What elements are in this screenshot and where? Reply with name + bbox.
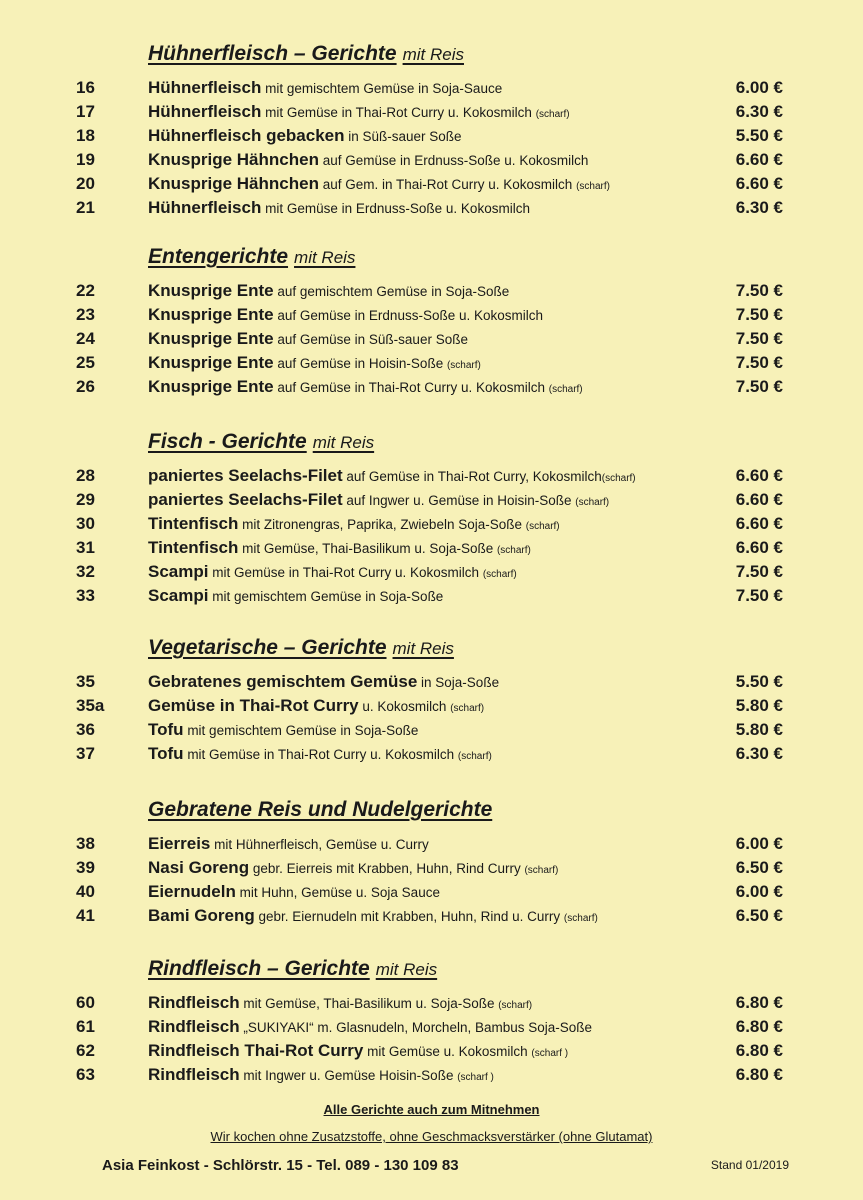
item-number: 62 <box>76 1041 95 1060</box>
item-price: 7.50 € <box>735 562 783 581</box>
item-name: Gemüse in Thai-Rot Curry <box>148 696 359 715</box>
item-price: 7.50 € <box>735 377 783 396</box>
item-number: 31 <box>76 538 95 557</box>
item-description <box>148 538 531 558</box>
item-name: Hühnerfleisch gebacken <box>148 126 345 145</box>
menu-item <box>0 490 863 514</box>
menu-item <box>0 993 863 1017</box>
menu-item <box>0 150 863 174</box>
item-details: auf Gemüse in Erdnuss-Soße u. Kokosmilch <box>318 153 589 168</box>
item-number: 29 <box>76 490 95 509</box>
spicy-label: (scharf) <box>482 569 517 580</box>
item-description <box>148 305 543 325</box>
item-number: 39 <box>76 858 95 877</box>
item-name: Rindfleisch <box>148 1017 240 1036</box>
item-price: 6.00 € <box>735 882 783 901</box>
item-description <box>148 1017 592 1037</box>
item-details: mit Ingwer u. Gemüse Hoisin-Soße <box>239 1068 458 1083</box>
item-details: auf Gemüse in Erdnuss-Soße u. Kokosmilch <box>273 308 543 323</box>
item-price: 6.80 € <box>735 993 783 1012</box>
item-number: 17 <box>76 102 95 121</box>
item-price: 5.80 € <box>735 696 783 715</box>
item-number: 61 <box>76 1017 95 1036</box>
spicy-label: (scharf) <box>601 473 636 484</box>
item-price: 6.60 € <box>735 150 783 169</box>
item-description <box>148 696 484 716</box>
item-name: paniertes Seelachs-Filet <box>148 466 343 485</box>
item-price: 6.60 € <box>735 538 783 557</box>
item-price: 5.50 € <box>735 126 783 145</box>
item-name: Knusprige Ente <box>148 329 274 348</box>
section-suffix: mit Reis <box>375 960 438 979</box>
item-details: auf Ingwer u. Gemüse in Hoisin-Soße <box>342 493 576 508</box>
spicy-label: (scharf) <box>524 865 559 876</box>
item-details: mit Gemüse in Thai-Rot Curry u. Kokosmilch <box>183 747 458 762</box>
spicy-label: (scharf) <box>457 751 492 762</box>
item-price: 5.80 € <box>735 720 783 739</box>
item-price: 6.00 € <box>735 78 783 97</box>
item-name: Rindfleisch <box>148 993 240 1012</box>
section-title: Rindfleisch – Gerichte <box>148 957 370 980</box>
ingredients-note: Wir kochen ohne Zusatzstoffe, ohne Geschmacksverstärker (ohne Glutamat) <box>210 1129 653 1144</box>
item-description <box>148 993 532 1013</box>
menu-item <box>0 672 863 696</box>
menu-item <box>0 538 863 562</box>
item-description <box>148 720 418 740</box>
item-price: 6.30 € <box>735 198 783 217</box>
item-name: Nasi Goreng <box>148 858 250 877</box>
stand-date: Stand 01/2019 <box>710 1158 789 1172</box>
menu-item <box>0 586 863 610</box>
item-price: 7.50 € <box>735 353 783 372</box>
item-description <box>148 466 636 486</box>
menu-item <box>0 834 863 858</box>
item-details: mit Gemüse in Thai-Rot Curry u. Kokosmilch <box>261 105 536 120</box>
spicy-label: (scharf) <box>525 521 560 532</box>
item-name: Knusprige Hähnchen <box>148 174 319 193</box>
menu-item <box>0 858 863 882</box>
item-name: Knusprige Hähnchen <box>148 150 319 169</box>
item-description <box>148 490 609 510</box>
menu-item <box>0 466 863 490</box>
item-number: 22 <box>76 281 95 300</box>
item-description <box>148 353 481 373</box>
item-description <box>148 1041 568 1061</box>
item-description <box>148 102 570 122</box>
section-heading <box>148 245 355 269</box>
item-description <box>148 1065 494 1085</box>
item-number: 37 <box>76 744 95 763</box>
item-description <box>148 78 502 98</box>
menu-item <box>0 305 863 329</box>
item-name: Rindfleisch Thai-Rot Curry <box>148 1041 364 1060</box>
section-title: Fisch - Gerichte <box>148 430 307 453</box>
menu-item <box>0 1065 863 1089</box>
item-number: 33 <box>76 586 95 605</box>
item-name: Tintenfisch <box>148 538 239 557</box>
item-description <box>148 126 462 146</box>
spicy-label: (scharf) <box>548 384 583 395</box>
spicy-label: (scharf) <box>450 703 485 714</box>
section-heading <box>148 957 437 981</box>
item-description <box>148 906 598 926</box>
item-price: 6.80 € <box>735 1017 783 1036</box>
item-description <box>148 329 468 349</box>
section-title: Gebratene Reis und Nudelgerichte <box>148 798 493 821</box>
menu-item <box>0 281 863 305</box>
item-description <box>148 834 429 854</box>
item-number: 40 <box>76 882 95 901</box>
item-number: 35 <box>76 672 95 691</box>
spicy-label: (scharf) <box>563 913 598 924</box>
item-price: 6.60 € <box>735 466 783 485</box>
item-price: 7.50 € <box>735 586 783 605</box>
item-details: auf Gemüse in Hoisin-Soße <box>273 356 447 371</box>
item-number: 16 <box>76 78 95 97</box>
item-number: 18 <box>76 126 95 145</box>
section-suffix: mit Reis <box>312 433 375 452</box>
menu-item <box>0 174 863 198</box>
item-number: 28 <box>76 466 95 485</box>
item-details: „SUKIYAKI“ m. Glasnudeln, Morcheln, Bambus Soja-Soße <box>239 1020 593 1035</box>
item-details: mit Gemüse in Erdnuss-Soße u. Kokosmilch <box>261 201 530 216</box>
menu-item <box>0 377 863 401</box>
item-price: 6.80 € <box>735 1041 783 1060</box>
item-description <box>148 744 492 764</box>
section-suffix: mit Reis <box>402 45 464 64</box>
item-name: Hühnerfleisch <box>148 78 262 97</box>
item-details: mit Gemüse u. Kokosmilch <box>363 1044 532 1059</box>
section-heading <box>148 636 454 660</box>
item-name: Scampi <box>148 562 209 581</box>
item-description <box>148 198 530 218</box>
item-number: 26 <box>76 377 95 396</box>
item-description <box>148 150 588 170</box>
item-price: 7.50 € <box>735 329 783 348</box>
item-details: in Süß-sauer Soße <box>344 129 462 144</box>
item-details: auf gemischtem Gemüse in Soja-Soße <box>273 284 510 299</box>
menu-item <box>0 1041 863 1065</box>
item-price: 6.30 € <box>735 744 783 763</box>
item-price: 6.50 € <box>735 906 783 925</box>
item-description <box>148 882 440 902</box>
item-name: Hühnerfleisch <box>148 198 262 217</box>
item-details: auf Gem. in Thai-Rot Curry u. Kokosmilch <box>318 177 577 192</box>
takeaway-note: Alle Gerichte auch zum Mitnehmen <box>323 1102 540 1117</box>
item-number: 21 <box>76 198 95 217</box>
item-number: 60 <box>76 993 95 1012</box>
spicy-label: (scharf) <box>496 545 531 556</box>
item-name: Tofu <box>148 720 184 739</box>
menu-item <box>0 562 863 586</box>
menu-item <box>0 720 863 744</box>
item-number: 30 <box>76 514 95 533</box>
item-price: 6.60 € <box>735 490 783 509</box>
spicy-label: (scharf) <box>446 360 481 371</box>
menu-item <box>0 744 863 768</box>
section-suffix: mit Reis <box>392 639 454 658</box>
item-price: 6.80 € <box>735 1065 783 1084</box>
section-suffix: mit Reis <box>294 248 356 267</box>
item-number: 41 <box>76 906 95 925</box>
section-title: Vegetarische – Gerichte <box>148 636 387 659</box>
item-name: Hühnerfleisch <box>148 102 262 121</box>
section-heading <box>148 798 492 822</box>
item-name: Bami Goreng <box>148 906 255 925</box>
item-price: 6.50 € <box>735 858 783 877</box>
menu-item <box>0 102 863 126</box>
item-description <box>148 377 583 397</box>
item-description <box>148 858 558 878</box>
spicy-label: (scharf ) <box>457 1072 494 1083</box>
item-number: 36 <box>76 720 95 739</box>
item-price: 6.60 € <box>735 514 783 533</box>
item-number: 25 <box>76 353 95 372</box>
item-details: mit gemischtem Gemüse in Soja-Soße <box>208 589 444 604</box>
item-details: mit gemischtem Gemüse in Soja-Soße <box>183 723 419 738</box>
menu-item <box>0 198 863 222</box>
spicy-label: (scharf) <box>498 1000 533 1011</box>
item-details: mit Zitronengras, Paprika, Zwiebeln Soja-Soße <box>238 517 526 532</box>
menu-item <box>0 696 863 720</box>
item-description <box>148 586 443 606</box>
item-price: 7.50 € <box>735 281 783 300</box>
item-name: Gebratenes gemischtem Gemüse <box>148 672 418 691</box>
item-name: Eiernudeln <box>148 882 236 901</box>
item-details: in Soja-Soße <box>417 675 500 690</box>
item-name: Eierreis <box>148 834 211 853</box>
spicy-label: (scharf) <box>575 497 610 508</box>
menu-item <box>0 1017 863 1041</box>
item-description <box>148 514 560 534</box>
spicy-label: (scharf) <box>576 181 610 192</box>
item-details: u. Kokosmilch <box>358 699 451 714</box>
item-number: 20 <box>76 174 95 193</box>
item-price: 5.50 € <box>735 672 783 691</box>
item-name: Tintenfisch <box>148 514 239 533</box>
item-name: Rindfleisch <box>148 1065 240 1084</box>
spicy-label: (scharf) <box>535 109 570 120</box>
item-price: 7.50 € <box>735 305 783 324</box>
item-name: paniertes Seelachs-Filet <box>148 490 343 509</box>
menu-item <box>0 882 863 906</box>
item-details: auf Gemüse in Thai-Rot Curry u. Kokosmilch <box>273 380 549 395</box>
item-number: 24 <box>76 329 95 348</box>
item-details: auf Gemüse in Thai-Rot Curry, Kokosmilch <box>342 469 602 484</box>
item-name: Scampi <box>148 586 209 605</box>
menu-item <box>0 78 863 102</box>
item-details: mit Huhn, Gemüse u. Soja Sauce <box>235 885 440 900</box>
item-name: Tofu <box>148 744 184 763</box>
section-heading <box>148 430 374 454</box>
section-heading <box>148 42 464 66</box>
spicy-label: (scharf ) <box>531 1048 569 1059</box>
item-name: Knusprige Ente <box>148 281 274 300</box>
item-details: auf Gemüse in Süß-sauer Soße <box>273 332 468 347</box>
item-number: 35a <box>76 696 105 715</box>
item-price: 6.30 € <box>735 102 783 121</box>
item-name: Knusprige Ente <box>148 377 274 396</box>
menu-item <box>0 353 863 377</box>
item-description <box>148 174 610 194</box>
item-price: 6.00 € <box>735 834 783 853</box>
item-details: mit Hühnerfleisch, Gemüse u. Curry <box>210 837 429 852</box>
item-description <box>148 672 499 692</box>
item-number: 19 <box>76 150 95 169</box>
item-name: Knusprige Ente <box>148 305 274 324</box>
item-number: 38 <box>76 834 95 853</box>
item-description <box>148 281 509 301</box>
item-details: gebr. Eierreis mit Krabben, Huhn, Rind Curry <box>249 861 525 876</box>
address-line: Asia Feinkost - Schlörstr. 15 - Tel. 089 - 130 109 83 <box>102 1157 459 1174</box>
item-details: mit Gemüse, Thai-Basilikum u. Soja-Soße <box>239 996 499 1011</box>
item-name: Knusprige Ente <box>148 353 274 372</box>
item-price: 6.60 € <box>735 174 783 193</box>
item-details: mit gemischtem Gemüse in Soja-Sauce <box>261 81 503 96</box>
item-details: mit Gemüse, Thai-Basilikum u. Soja-Soße <box>238 541 497 556</box>
item-details: gebr. Eiernudeln mit Krabben, Huhn, Rind u. Curry <box>254 909 564 924</box>
item-details: mit Gemüse in Thai-Rot Curry u. Kokosmilch <box>208 565 483 580</box>
menu-item <box>0 126 863 150</box>
menu-item <box>0 514 863 538</box>
section-title: Entengerichte <box>148 245 289 268</box>
item-number: 23 <box>76 305 95 324</box>
menu-item <box>0 329 863 353</box>
item-description <box>148 562 517 582</box>
item-number: 63 <box>76 1065 95 1084</box>
menu-item <box>0 906 863 930</box>
section-title: Hühnerfleisch – Gerichte <box>148 42 397 65</box>
item-number: 32 <box>76 562 95 581</box>
